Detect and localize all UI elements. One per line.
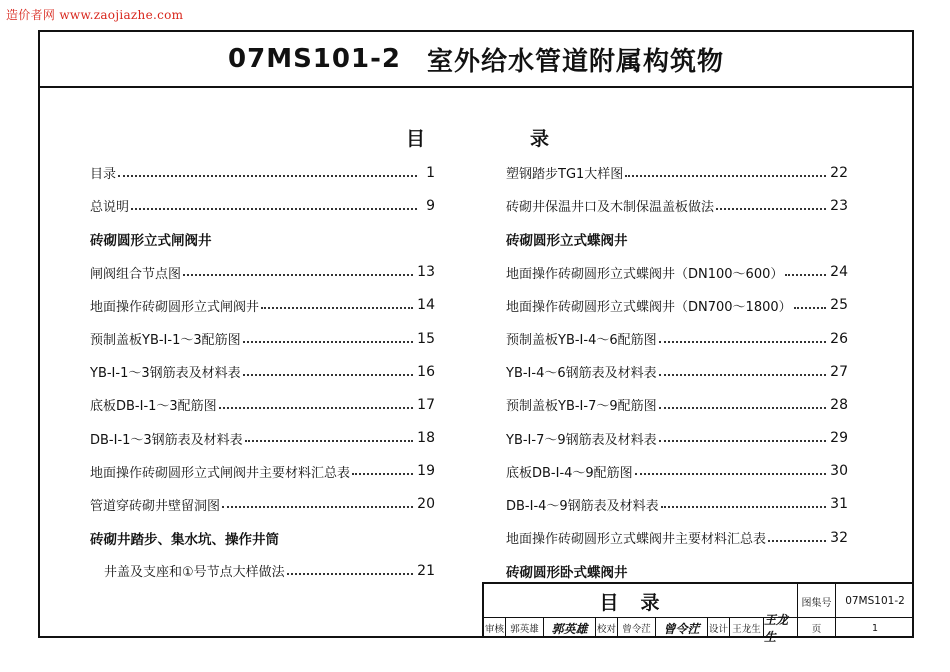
toc-entry-label: 管道穿砖砌井壁留洞图 [90, 498, 221, 514]
toc-entry [90, 355, 435, 388]
toc-leader-dots [635, 473, 826, 475]
toc-leader-dots [794, 307, 827, 309]
toc-entry-page: 18 [417, 430, 435, 447]
toc-entry-label: YB-Ⅰ-4～6钢筋表及材料表 [506, 366, 657, 382]
toc-entry-page: 15 [417, 330, 435, 347]
toc-leader-dots [245, 440, 413, 442]
toc-entry-page: 25 [830, 297, 848, 314]
toc-leader-dots [261, 307, 413, 309]
toc-entry-label: 砖砌井踏步、集水坑、操作井筒 [90, 531, 279, 548]
toc-heading-right: 录 [530, 128, 550, 150]
toc-entry-label: 井盖及支座和①号节点大样做法 [104, 565, 285, 581]
design-label: 设计 [708, 618, 730, 638]
toc-leader-dots [625, 175, 826, 177]
toc-entry-page: 20 [417, 496, 435, 513]
toc-entry-label: 预制盖板YB-Ⅰ-1～3配筋图 [90, 333, 241, 349]
toc-leader-dots [118, 175, 417, 177]
toc-entry-page: 31 [830, 496, 848, 513]
toc-entry [90, 322, 435, 355]
toc-leader-dots [352, 473, 413, 475]
toc-entry-label: DB-Ⅰ-1～3钢筋表及材料表 [90, 432, 243, 448]
toc-entry-label: 预制盖板YB-Ⅰ-4～6配筋图 [506, 333, 657, 349]
toc-entry-label: YB-Ⅰ-7～9钢筋表及材料表 [506, 432, 657, 448]
toc-entry-page: 9 [426, 197, 435, 214]
toc-leader-dots [768, 540, 826, 542]
atlas-number-value: 07MS101-2 [845, 595, 905, 607]
toc-section-heading [506, 222, 848, 255]
toc-entry-page: 32 [830, 529, 848, 546]
design-signature: 王龙生 [764, 618, 798, 638]
toc-entry [506, 521, 848, 554]
toc-entry [90, 422, 435, 455]
toc-entry-label: 砖砌井保温井口及木制保温盖板做法 [506, 200, 715, 216]
toc-section-heading [90, 222, 435, 255]
toc-leader-dots [287, 573, 414, 575]
toc-leader-dots [659, 341, 827, 343]
toc-entry [506, 488, 848, 521]
page-value: 1 [871, 622, 879, 634]
toc-entry-page: 26 [830, 330, 848, 347]
atlas-code: 07MS101-2 [228, 44, 401, 74]
toc-entry-label: 地面操作砖砌圆形立式蝶阀井（DN700～1800） [506, 299, 792, 315]
toc-entry [506, 422, 848, 455]
toc-entry [90, 488, 435, 521]
toc-entry-label: 砖砌圆形立式闸阀井 [90, 232, 212, 249]
toc-entry-label: 目录 [90, 167, 117, 183]
toc-entry-label: 砖砌圆形立式蝶阀井 [506, 232, 628, 249]
toc-entry [506, 289, 848, 322]
review-label: 审核 [484, 618, 506, 638]
toc-entry [90, 554, 435, 587]
toc-entry [90, 289, 435, 322]
toc-leader-dots [219, 407, 413, 409]
toc-entry-page: 23 [830, 197, 848, 214]
toc-entry-page: 22 [830, 164, 848, 181]
toc-leader-dots [243, 374, 414, 376]
drawing-frame [38, 30, 914, 644]
toc-entry [506, 322, 848, 355]
toc-left-column [90, 156, 435, 587]
toc-entry-page: 17 [417, 396, 435, 413]
toc-leader-dots [222, 506, 413, 508]
toc-entry-label: 底板DB-Ⅰ-1～3配筋图 [90, 399, 217, 415]
review-name: 郭英雄 [506, 618, 544, 638]
toc-heading-left: 目 [406, 128, 426, 150]
toc-leader-dots [659, 440, 827, 442]
toc-entry [506, 355, 848, 388]
toc-entry-page: 21 [417, 562, 435, 579]
toc-entry-page: 29 [830, 430, 848, 447]
toc-entry-label: DB-Ⅰ-4～9钢筋表及材料表 [506, 498, 659, 514]
title-block-name: 目录 [484, 584, 798, 618]
toc-entry [506, 189, 848, 222]
toc-entry-label: 地面操作砖砌圆形立式闸阀井主要材料汇总表 [90, 465, 351, 481]
toc-entry-page: 13 [417, 264, 435, 281]
design-name: 王龙生 [730, 618, 764, 638]
toc-entry [506, 256, 848, 289]
toc-entry-label: YB-Ⅰ-1～3钢筋表及材料表 [90, 366, 241, 382]
toc-leader-dots [661, 506, 826, 508]
toc-entry-page: 28 [830, 396, 848, 413]
toc-entry-page: 14 [417, 297, 435, 314]
toc-entry [506, 455, 848, 488]
review-signature: 郭英雄 [544, 618, 596, 638]
title-block-top [484, 584, 914, 618]
toc-leader-dots [243, 341, 414, 343]
toc-entry [506, 156, 848, 189]
page-label: 页 [798, 618, 836, 638]
toc-entry-label: 地面操作砖砌圆形立式蝶阀井主要材料汇总表 [506, 532, 767, 548]
toc-entry-label: 总说明 [90, 200, 130, 216]
title-band [40, 32, 912, 88]
toc-entry-page: 16 [417, 363, 435, 380]
toc-entry [90, 256, 435, 289]
toc-right-column [506, 156, 848, 587]
title-block [482, 582, 914, 644]
toc-leader-dots [659, 407, 827, 409]
toc-entry-label: 地面操作砖砌圆形立式闸阀井 [90, 299, 260, 315]
atlas-number-label: 图集号 [798, 584, 836, 618]
check-name: 曾令茳 [618, 618, 656, 638]
toc-leader-dots [659, 374, 827, 376]
toc-leader-dots [183, 274, 413, 276]
toc-entry-label: 闸阀组合节点图 [90, 266, 182, 282]
toc-entry-page: 1 [426, 164, 435, 181]
check-signature: 曾令茳 [656, 618, 708, 638]
toc-entry-page: 30 [830, 463, 848, 480]
toc-entry-page: 24 [830, 264, 848, 281]
toc-leader-dots [785, 274, 826, 276]
atlas-title: 室外给水管道附属构筑物 [426, 46, 724, 77]
toc-section-heading [90, 521, 435, 554]
toc-entry [90, 388, 435, 421]
toc-entry-label: 预制盖板YB-Ⅰ-7～9配筋图 [506, 399, 657, 415]
toc-leader-dots [716, 208, 826, 210]
title-block-signatures [484, 613, 914, 644]
toc-entry [90, 156, 435, 189]
toc-leader-dots [131, 208, 417, 210]
toc-entry [506, 388, 848, 421]
toc-entry-page: 19 [417, 463, 435, 480]
toc-entry-label: 底板DB-Ⅰ-4～9配筋图 [506, 465, 633, 481]
watermark: 造价者网 www.zaojiazhe.com [6, 8, 184, 22]
toc-entry [90, 189, 435, 222]
toc-entry-label: 地面操作砖砌圆形立式蝶阀井（DN100～600） [506, 266, 784, 282]
toc-entry-page: 27 [830, 363, 848, 380]
toc-entry-label: 砖砌圆形卧式蝶阀井 [506, 564, 628, 581]
toc-entry-label: 塑钢踏步TG1大样图 [506, 167, 624, 183]
check-label: 校对 [596, 618, 618, 638]
toc-entry [90, 455, 435, 488]
